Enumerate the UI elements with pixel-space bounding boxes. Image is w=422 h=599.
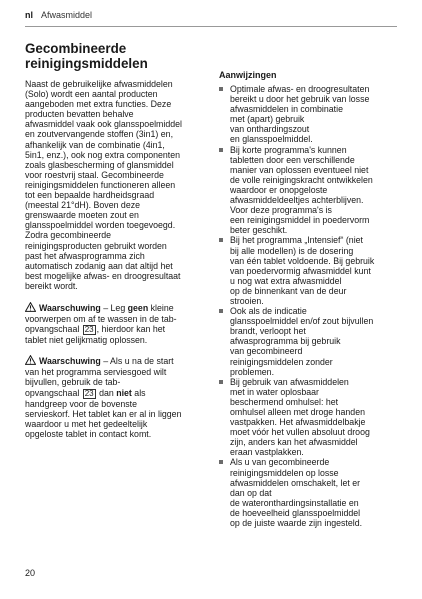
warning-text: dan xyxy=(96,387,117,398)
language-code: nl xyxy=(25,10,33,20)
bullet-square-icon xyxy=(219,148,223,152)
notes-list xyxy=(219,84,399,528)
combination-paragraph: Zodra gecombineerde reinigingsproducten gebruikt worden past het afwasprogramma zich automatisch zodanig aan dat altijd het best mogelijke afwas- en droogresultaat bereikt wordt. xyxy=(25,230,181,291)
list-item-text: Optimale afwas- en droogresultaten bereikt u door het gebruik van losse afwasmiddelen in combinatie met (apart) gebruik van onthardingszout en glansspoelmiddel. xyxy=(230,84,370,145)
list-item xyxy=(219,235,399,306)
notes-heading: Aanwijzingen xyxy=(219,70,277,80)
right-column xyxy=(219,70,399,528)
list-item xyxy=(219,457,399,528)
page-number: 20 xyxy=(25,568,36,578)
list-item-text: Als u van gecombineerde reinigingsmiddelen op losse afwasmiddelen omschakelt, let er dan op dat de wateronthardingsinstallatie en de hoeveelheid glansspoelmiddel op de juiste waarde zijn ingesteld. xyxy=(230,457,363,529)
page-title xyxy=(25,41,208,71)
bullet-square-icon xyxy=(219,238,223,242)
bullet-square-icon xyxy=(219,87,223,91)
warning-emphasis: geen xyxy=(127,302,149,313)
warning-label: Waarschuwing xyxy=(39,356,101,367)
list-item xyxy=(219,84,399,145)
intro-paragraph: Naast de gebruikelijke afwasmiddelen (Solo) wordt een aantal producten aangeboden met extra functies. Deze producten bevatten behalve afwasmiddel vaak ook glansspoelmiddel en zoutvervangende stoffen (3in1) en, afhankelijk van de combinatie (4in1, 5in1, enz.), ook nog extra componenten zoals glasbescherming of glansmiddel voor roestvrij staal. Gecombineerde reinigingsmiddelen functioneren alleen tot een bepaalde hardheidsgraad (meestal 21°dH). Boven deze grenswaarde moeten zout en glansspoelmiddel worden toegevoegd. xyxy=(25,79,182,231)
warning-text: , hierdoor kan het tablet niet gelijkmatig oplossen. xyxy=(25,324,166,346)
warning-emphasis: niet xyxy=(116,387,132,398)
page-header xyxy=(25,10,92,20)
part-reference: 23 xyxy=(84,388,94,398)
list-item xyxy=(219,306,399,377)
bullet-square-icon xyxy=(219,460,223,464)
warning-block-2 xyxy=(25,355,208,439)
list-item-text: Bij het programma „Intensief“ (niet bij alle modellen) is de dosering van één tablet voldoende. Bij gebruik van poedervormig afwasmiddel kunt u nog wat extra afwasmiddel op de binnenkant van de deur strooien. xyxy=(230,235,375,306)
warning-triangle-icon xyxy=(25,355,36,367)
left-column xyxy=(25,41,208,449)
title-line-1: Gecombineerde xyxy=(25,41,127,56)
section-name: Afwasmiddel xyxy=(41,10,93,20)
warning-text: als handgreep voor de bovenste servieskorf. Het tablet kan er al in liggen waardoor u met het gedeeltelijk opgeloste tablet in contact komt. xyxy=(25,387,182,439)
list-item-text: Bij gebruik van afwasmiddelen met in water oplosbaar beschermend omhulsel: het omhulsel alleen met droge handen vastpakken. Het afwasmiddelbakje moet vóór het vullen absoluut droog zijn, anders kan het afwasmiddel eraan vastplakken. xyxy=(230,376,370,458)
title-line-2: reinigingsmiddelen xyxy=(25,56,148,71)
list-item xyxy=(219,145,399,236)
list-item-text: Ook als de indicatie glansspoelmiddel en/of zout bijvullen brandt, verloopt het afwasprogramma bij gebruik van gecombineerd reinigingsmiddelen zonder problemen. xyxy=(230,306,374,377)
warning-block-1 xyxy=(25,302,208,345)
warning-label: Waarschuwing xyxy=(39,302,101,313)
warning-triangle-icon xyxy=(25,302,36,314)
bullet-square-icon xyxy=(219,380,223,384)
list-item xyxy=(219,377,399,458)
warning-text: – Leg xyxy=(100,302,128,313)
part-reference: 23 xyxy=(84,325,94,335)
header-divider xyxy=(25,26,397,27)
bullet-square-icon xyxy=(219,309,223,313)
warning-text: kleine voorwerpen om af te wassen in de tab- opvangschaal xyxy=(25,302,177,335)
list-item-text: Bij korte programma's kunnen tabletten door een verschillende manier van oplossen eventueel niet de volle reinigingskracht ontwikkelen waardoor er onopgeloste afwasmiddeldeeltjes achterblijven. Voor deze programma's is een reinigingsmiddel in poedervorm beter geschikt. xyxy=(230,144,373,236)
warning-text: – Als u na de start van het programma serviesgoed wilt bijvullen, gebruik de tab- opvangschaal xyxy=(25,356,174,398)
